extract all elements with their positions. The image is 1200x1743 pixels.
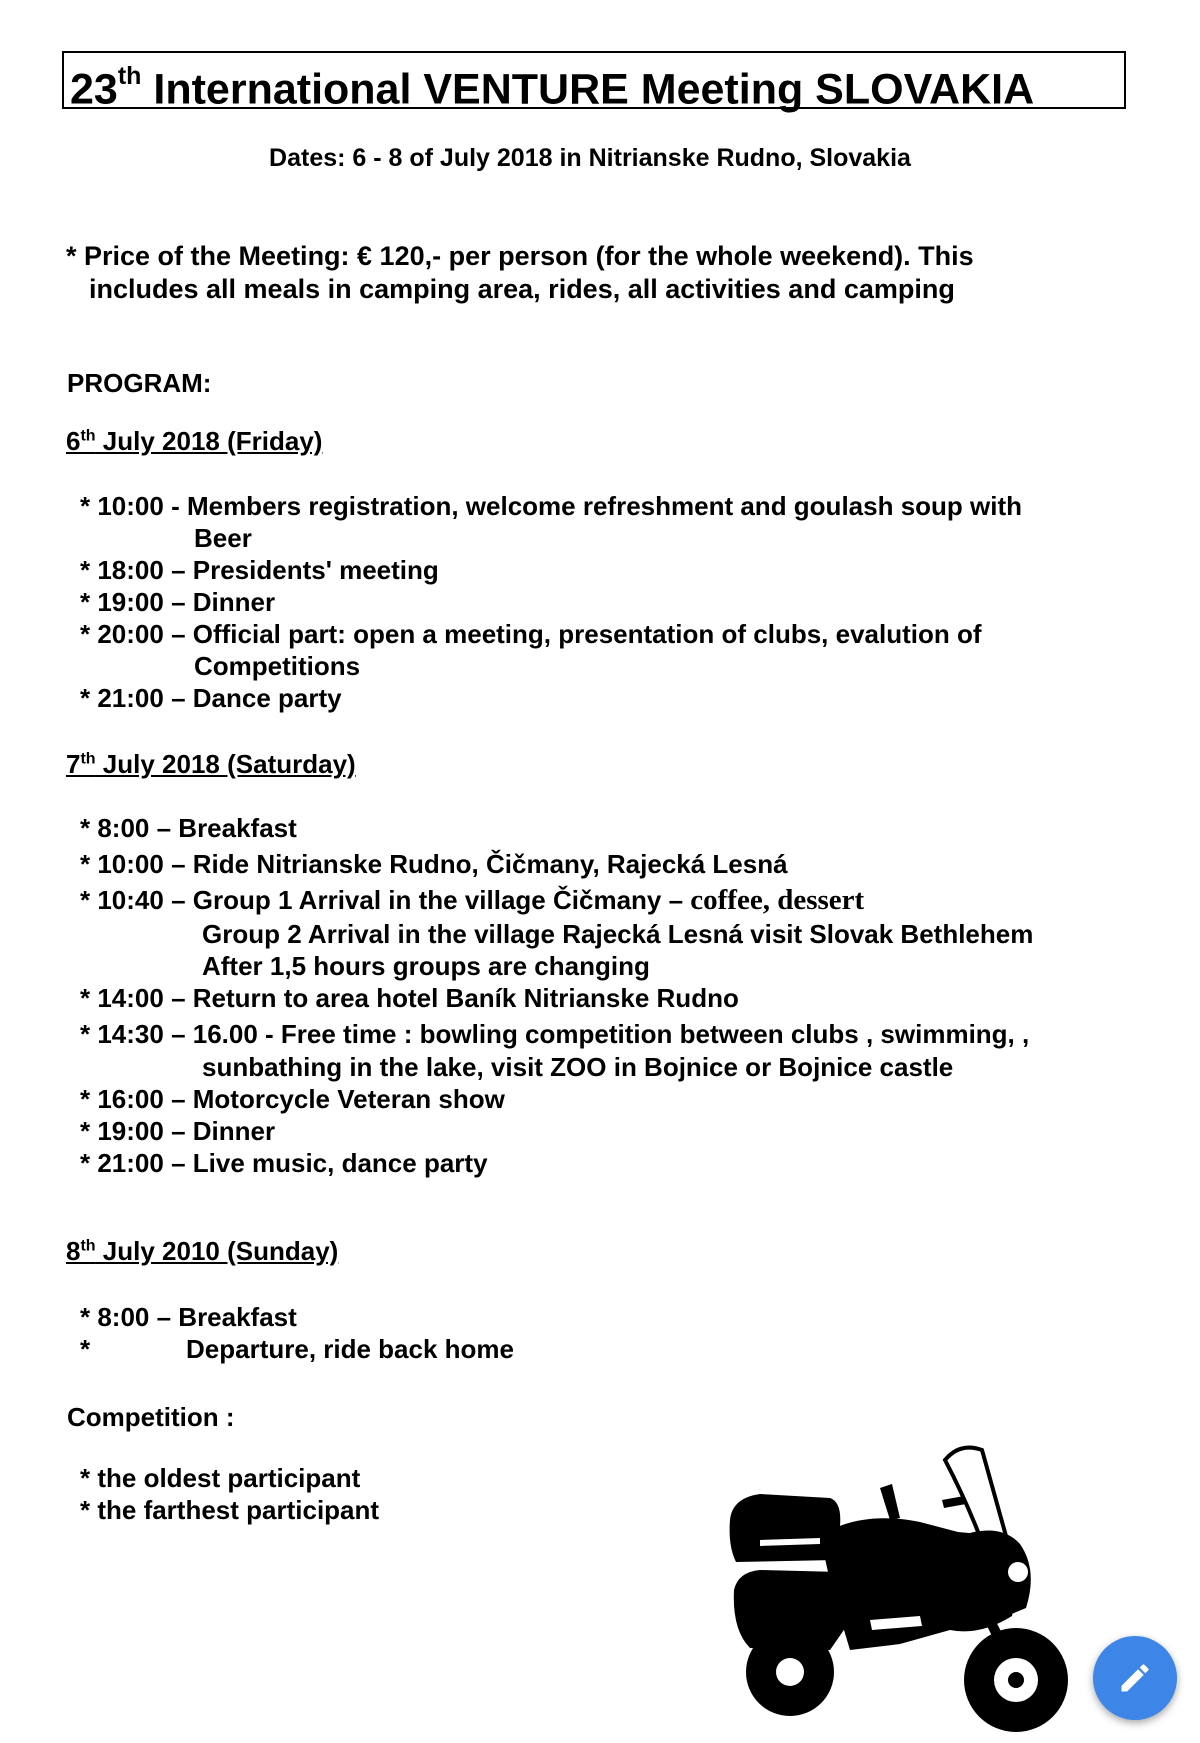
price-line-1: * Price of the Meeting: € 120,- per person (for the whole weekend). This xyxy=(66,241,974,271)
list-item: * 14:30 – 16.00 - Free time : bowling competition between clubs , swimming, , xyxy=(80,1019,1030,1049)
list-item-continuation: After 1,5 hours groups are changing xyxy=(202,951,650,981)
list-item: * 21:00 – Live music, dance party xyxy=(80,1148,488,1178)
list-item: * 18:00 – Presidents' meeting xyxy=(80,555,439,585)
list-item: * 8:00 – Breakfast xyxy=(80,813,297,843)
motorcycle-illustration xyxy=(720,1440,1100,1740)
price-info xyxy=(66,240,974,306)
pencil-icon xyxy=(1117,1660,1153,1696)
list-item: * 10:00 - Members registration, welcome refreshment and goulash soup with xyxy=(80,491,1023,521)
price-line-2: includes all meals in camping area, rides, all activities and camping xyxy=(89,274,955,304)
competition-list xyxy=(80,1462,379,1526)
list-item: * the farthest participant xyxy=(80,1495,380,1525)
list-item: * 21:00 – Dance party xyxy=(80,683,342,713)
program-heading: PROGRAM: xyxy=(67,368,212,398)
list-item: * 20:00 – Official part: open a meeting, presentation of clubs, evalution of xyxy=(80,619,982,649)
list-item-continuation: Group 2 Arrival in the village Rajecká Lesná visit Slovak Bethlehem xyxy=(202,919,1034,949)
sunday-schedule xyxy=(80,1301,514,1365)
list-item: * 16:00 – Motorcycle Veteran show xyxy=(80,1084,505,1114)
saturday-schedule xyxy=(80,812,1033,1179)
list-item: * 19:00 – Dinner xyxy=(80,1116,276,1146)
list-item: * 19:00 – Dinner xyxy=(80,587,276,617)
list-item: * 14:00 – Return to area hotel Baník Nitrianske Rudno xyxy=(80,983,739,1013)
list-item-continuation: Competitions xyxy=(194,651,361,681)
edit-fab-button[interactable] xyxy=(1093,1636,1177,1720)
day-heading-saturday: 7th July 2018 (Saturday) xyxy=(66,749,356,779)
day-heading-friday: 6th July 2018 (Friday) xyxy=(66,426,323,456)
list-item: * 8:00 – Breakfast xyxy=(80,1302,297,1332)
document-title: 23th International VENTURE Meeting SLOVAKIA xyxy=(62,51,1126,109)
list-item: * 10:00 – Ride Nitrianske Rudno, Čičmany, Rajecká Lesná xyxy=(80,849,788,879)
competition-heading: Competition : xyxy=(67,1402,235,1432)
list-item-continuation: sunbathing in the lake, visit ZOO in Bojnice or Bojnice castle xyxy=(202,1052,954,1082)
day-heading-sunday: 8th July 2010 (Sunday) xyxy=(66,1236,339,1266)
list-item: * Departure, ride back home xyxy=(80,1334,514,1364)
list-item: * 10:40 – Group 1 Arrival in the village Čičmany – coffee, dessert xyxy=(80,884,865,916)
friday-schedule xyxy=(80,490,1022,714)
list-item: * the oldest participant xyxy=(80,1463,361,1493)
list-item-continuation: Beer xyxy=(194,523,252,553)
meeting-dates: Dates: 6 - 8 of July 2018 in Nitrianske Rudno, Slovakia xyxy=(269,144,911,172)
